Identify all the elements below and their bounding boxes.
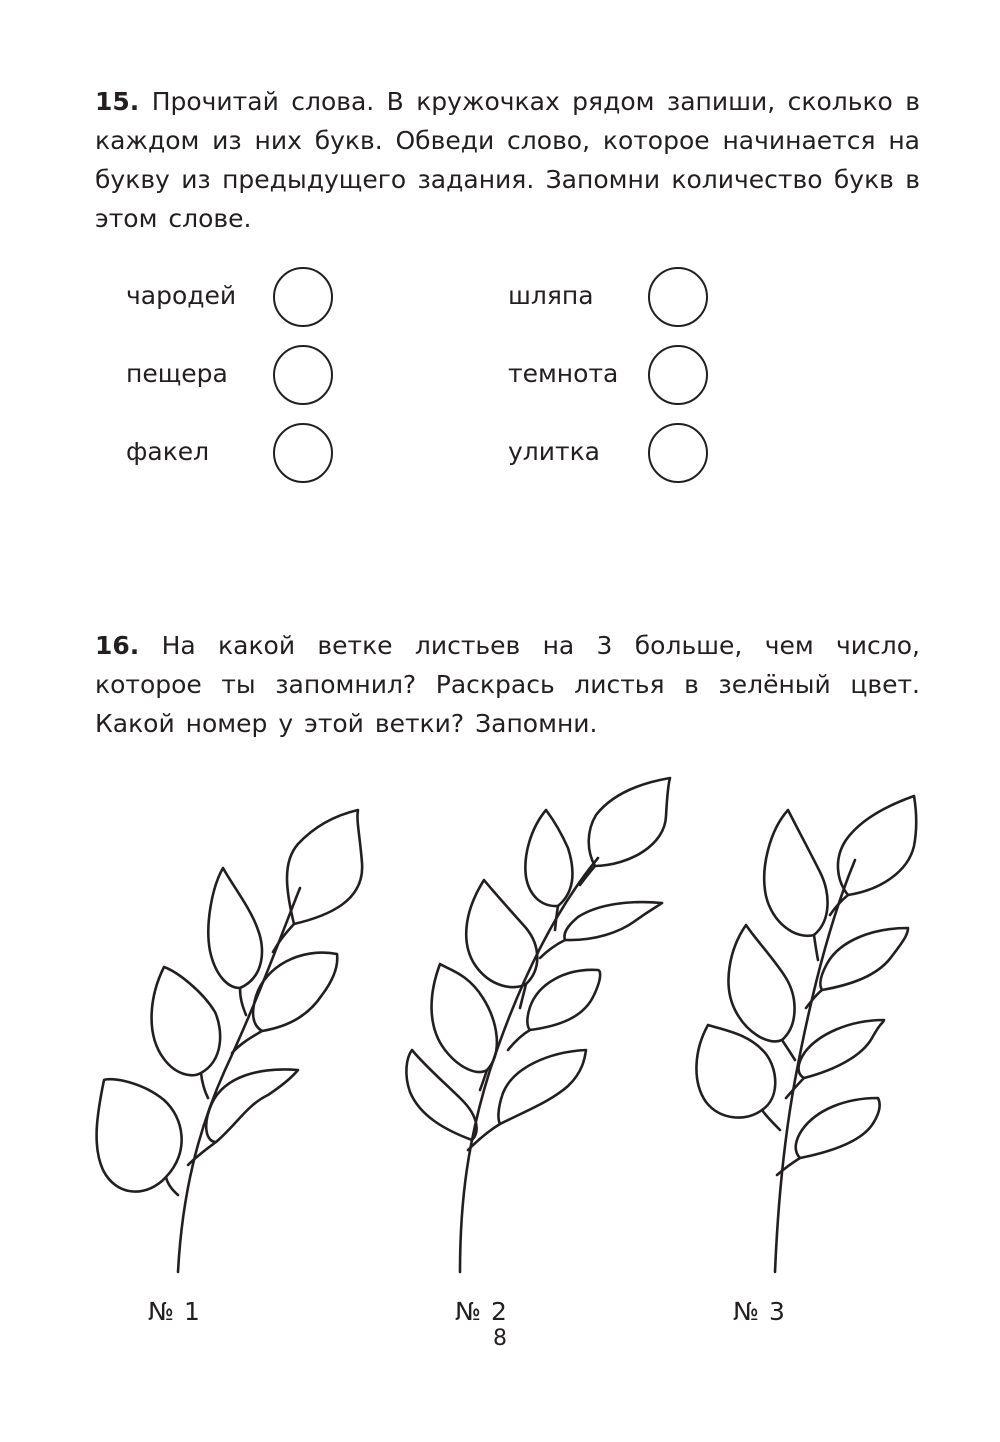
branch-1-twig [240,988,246,1015]
branch-2-twig [555,906,558,930]
branch-1-drawing[interactable] [90,800,380,1280]
branch-2-label: № 2 [455,1297,508,1326]
branch-3-leaf [838,796,916,895]
task-15-paragraph [95,82,920,238]
branch-2-drawing[interactable] [390,770,680,1280]
branch-1-leaf [287,810,362,924]
branch-2-leaf [564,902,662,940]
word-fakel: факел [126,437,210,466]
task-16-text: На какой ветке листьев на 3 больше, чем число, которое ты запомнил? Раскрась листья в зелёный цвет. Какой номер у этой ветки? Запомни. [95,631,920,738]
branch-2-leaf [432,964,497,1072]
branch-3-drawing[interactable] [680,780,940,1280]
branch-2-twig [508,1030,530,1050]
branch-1-leaf [97,1079,182,1191]
branch-3-stem [775,860,855,1272]
branch-3-leaf [796,1098,880,1158]
branch-1-label: № 1 [148,1297,201,1326]
branch-1-leaf [152,967,221,1075]
branch-2-leaf [498,1050,586,1124]
branch-2-leaf [406,1050,476,1140]
branch-3-leaf [820,928,908,990]
word-ulitka: улитка [508,437,601,466]
branch-1-twig [166,1177,178,1195]
branch-3-leaf [799,1020,885,1078]
branch-3-twig [777,1158,800,1175]
branch-2-leaf [525,810,572,906]
branch-3-twig [830,895,848,915]
branch-2-leaf [589,778,670,866]
branch-3-label: № 3 [733,1297,786,1326]
branch-2-twig [580,866,595,885]
branch-1-leaf [208,868,262,988]
word-charodey: чародей [126,281,237,310]
branch-2-leaf [527,970,600,1030]
branch-3-twig [814,935,818,960]
branch-1-twig [201,1073,208,1098]
answer-circle-peshchera[interactable] [273,345,333,405]
word-shlyapa: шляпа [508,281,594,310]
answer-circle-shlyapa[interactable] [648,267,708,327]
word-temnota: темнота [508,359,619,388]
page-number: 8 [493,1326,507,1351]
branch-1-leaf [253,953,337,1031]
branch-3-twig [782,1040,795,1060]
task-15-text: Прочитай слова. В кружочках рядом запиши, сколько в каждом из них букв. Обведи слово, которое начинается на букву из предыдущего задания. Запомни количество букв в этом слове. [95,87,920,233]
task-16-number: 16. [95,631,140,660]
branch-2-leaf [466,880,537,987]
word-peshchera: пещера [126,359,228,388]
branch-3-leaf [729,925,795,1041]
answer-circle-ulitka[interactable] [648,423,708,483]
answer-circle-fakel[interactable] [273,423,333,483]
task-15-number: 15. [95,87,140,116]
answer-circle-charodey[interactable] [273,267,333,327]
branch-1-stem [178,888,300,1272]
branch-3-leaf [764,810,827,936]
branch-3-twig [762,1110,780,1130]
answer-circle-temnota[interactable] [648,345,708,405]
task-16-paragraph [95,626,920,743]
branch-1-twig [188,1142,216,1165]
